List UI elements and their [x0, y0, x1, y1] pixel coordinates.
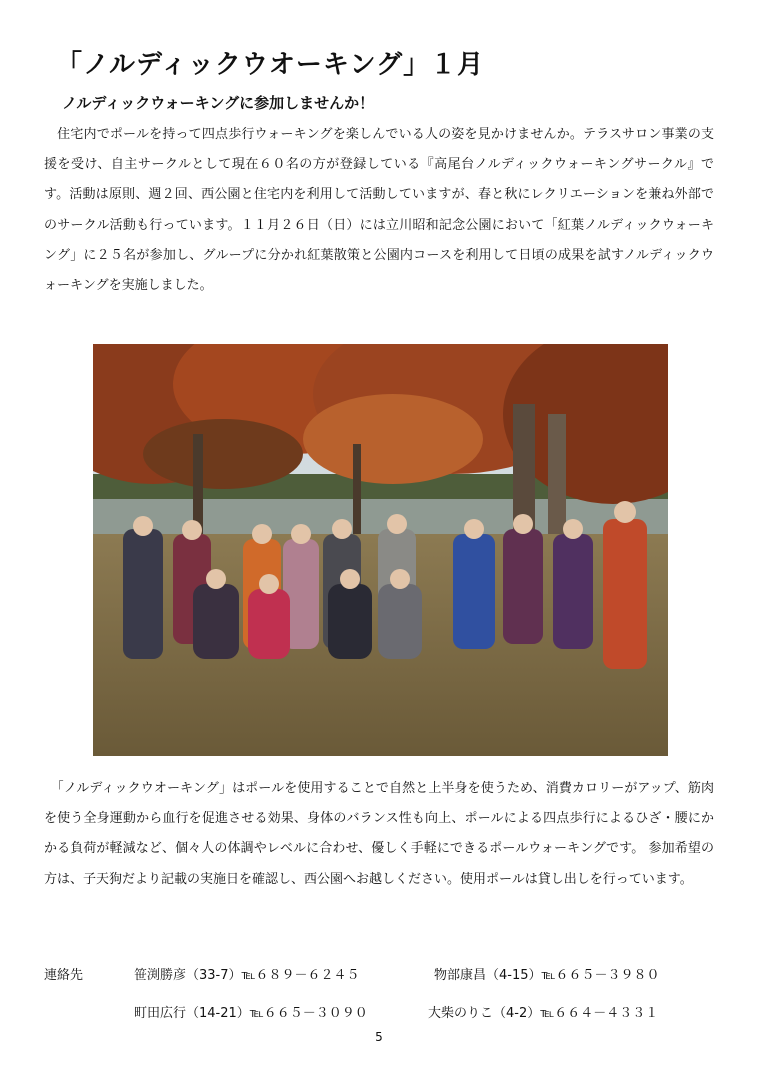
contact-entry: 大柴のりこ（4-2）℡６６４－４３３１	[428, 1006, 659, 1021]
page-title: 「ノルディックウオーキング」１月	[56, 50, 485, 80]
page-number: 5	[375, 1030, 383, 1044]
contact-entry: 笹渕勝彦（33-7）℡６８９－６２４５	[134, 968, 360, 983]
subtitle: ノルディックウォーキングに参加しませんか！	[62, 94, 375, 112]
intro-paragraph: 住宅内でポールを持って四点歩行ウォーキングを楽しんでいる人の姿を見かけませんか。テラスサロン事業の支援を受け、自主サークルとして現在６０名の方が登録している『高尾台ノルディックウォーキングサークル』です。活動は原則、週２回、西公園と住宅内を利用して活動していますが、春と秋にレクリエーションを兼ね外部でのサークル活動も行っています。１１月２６日（日）には立川昭和記念公園において「紅葉ノルディックウォーキング」に２５名が参加し、グループに分かれ紅葉散策と公園内コースを利用して日頃の成果を試すノルディックウォーキングを実施しました。	[44, 127, 714, 294]
contact-entry: 物部康昌（4-15）℡６６５－３９８０	[434, 968, 660, 983]
group-photo-illustration	[93, 344, 668, 756]
contact-label: 連絡先	[44, 968, 84, 983]
contact-entry: 町田広行（14-21）℡６６５－３０９０	[134, 1006, 368, 1021]
benefits-paragraph: 「ノルディックウオーキング」はポールを使用することで自然と上半身を使うため、消費カロリーがアップ、筋肉を使う全身運動から血行を促進させる効果、身体のバランス性も向上、ポールによる四点歩行によるひざ・腰にかかる負荷が軽減など、個々人の体調やレベルに合わせ、優しく手軽にできるポールウォーキングです。 参加希望の方は、子天狗だより記載の実施日を確認し、西公園へお越しください。使用ポールは貸し出しを行っています。	[44, 781, 714, 887]
group-photo	[93, 344, 668, 756]
